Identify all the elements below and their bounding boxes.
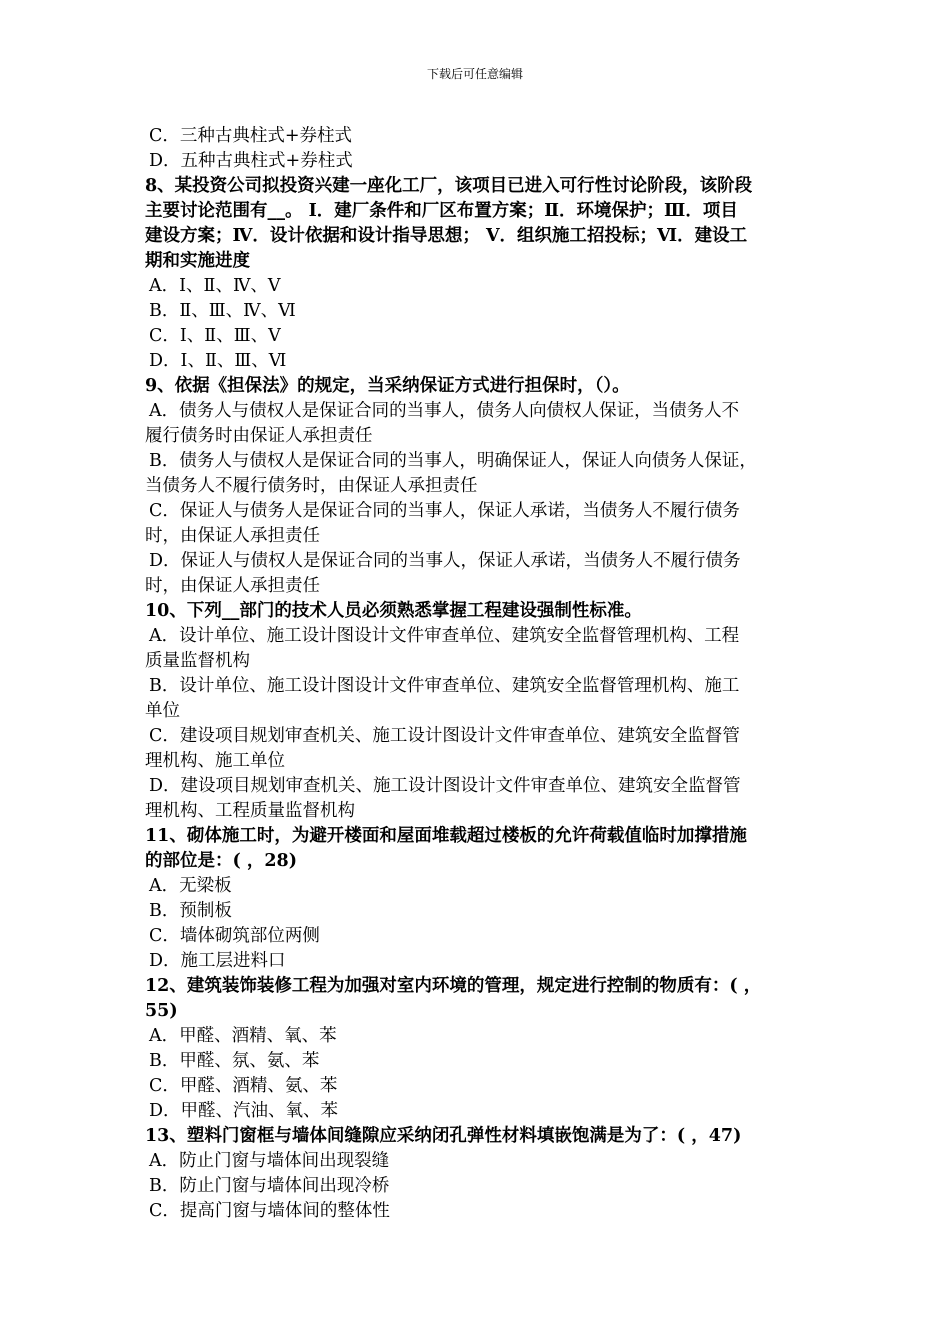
option-line: D．建设项目规划审查机关、施工设计图设计文件审查单位、建筑安全监督管 xyxy=(149,776,741,796)
question-text-line: 主要讨论范围有__。 Ⅰ．建厂条件和厂区布置方案；Ⅱ．环境保护；Ⅲ．项目 xyxy=(145,201,738,221)
option-line: B．甲醛、氛、氨、苯 xyxy=(149,1051,320,1071)
option-continuation-line: 理机构、工程质量监督机构 xyxy=(145,801,355,821)
option-continuation-line: 质量监督机构 xyxy=(145,651,250,671)
question-text-line: 12、建筑装饰装修工程为加强对室内环境的管理，规定进行控制的物质有：( ， xyxy=(145,976,762,996)
option-line: C．提高门窗与墙体间的整体性 xyxy=(149,1201,390,1221)
question-text-line: 建设方案；Ⅳ．设计依据和设计指导思想； Ⅴ．组织施工招投标；Ⅵ．建设工 xyxy=(145,226,748,246)
option-line: C．甲醛、酒精、氨、苯 xyxy=(149,1076,338,1096)
page-header: 下载后可任意编辑 xyxy=(426,67,523,81)
option-line: C．三种古典柱式+券柱式 xyxy=(149,126,353,146)
question-text-line: 8、某投资公司拟投资兴建一座化工厂，该项目已进入可行性讨论阶段，该阶段 xyxy=(145,176,753,196)
option-line: C．保证人与债务人是保证合同的当事人，保证人承诺，当债务人不履行债务 xyxy=(149,501,740,521)
option-line: B．防止门窗与墙体间出现冷桥 xyxy=(149,1176,390,1196)
option-continuation-line: 时，由保证人承担责任 xyxy=(145,576,320,596)
question-text-line: 10、下列__部门的技术人员必须熟悉掌握工程建设强制性标准。 xyxy=(145,601,642,621)
option-line: D．五种古典柱式+券柱式 xyxy=(149,151,353,171)
option-line: C．墙体砌筑部位两侧 xyxy=(149,926,320,946)
option-continuation-line: 时，由保证人承担责任 xyxy=(145,526,320,546)
option-line: B．设计单位、施工设计图设计文件审查单位、建筑安全监督管理机构、施工 xyxy=(149,676,740,696)
option-line: D．保证人与债权人是保证合同的当事人，保证人承诺，当债务人不履行债务 xyxy=(149,551,741,571)
option-line: D．甲醛、汽油、氧、苯 xyxy=(149,1101,339,1121)
option-line: A．甲醛、酒精、氧、苯 xyxy=(149,1026,337,1046)
option-line: B．Ⅱ、Ⅲ、Ⅳ、Ⅵ xyxy=(149,301,296,321)
option-line: B．债务人与债权人是保证合同的当事人，明确保证人，保证人向债务人保证， xyxy=(149,451,757,471)
option-continuation-line: 单位 xyxy=(145,701,180,721)
option-line: C．Ⅰ、Ⅱ、Ⅲ、Ⅴ xyxy=(149,326,281,346)
question-text-line: 期和实施进度 xyxy=(145,251,250,271)
option-continuation-line: 当债务人不履行债务时，由保证人承担责任 xyxy=(145,476,478,496)
option-line: D．Ⅰ、Ⅱ、Ⅲ、Ⅵ xyxy=(149,351,287,371)
question-text-line: 55) xyxy=(145,1001,178,1021)
option-line: A．设计单位、施工设计图设计文件审查单位、建筑安全监督管理机构、工程 xyxy=(149,626,740,646)
option-line: A．债务人与债权人是保证合同的当事人，债务人向债权人保证，当债务人不 xyxy=(149,401,740,421)
option-line: A．防止门窗与墙体间出现裂缝 xyxy=(149,1151,390,1171)
question-text-line: 13、塑料门窗框与墙体间缝隙应采纳闭孔弹性材料填嵌饱满是为了：( ，47) xyxy=(145,1126,742,1146)
option-line: B．预制板 xyxy=(149,901,232,921)
option-line: C．建设项目规划审查机关、施工设计图设计文件审查单位、建筑安全监督管 xyxy=(149,726,740,746)
option-line: A．Ⅰ、Ⅱ、Ⅳ、Ⅴ xyxy=(149,276,281,296)
option-line: D．施工层进料口 xyxy=(149,951,286,971)
question-text-line: 11、砌体施工时，为避开楼面和屋面堆载超过楼板的允许荷载值临时加撑措施 xyxy=(145,826,747,846)
option-continuation-line: 理机构、施工单位 xyxy=(145,751,285,771)
option-continuation-line: 履行债务时由保证人承担责任 xyxy=(145,426,373,446)
question-text-line: 9、依据《担保法》的规定，当采纳保证方式进行担保时，（）。 xyxy=(145,376,630,396)
document-body xyxy=(145,124,821,1224)
question-text-line: 的部位是：( ，28) xyxy=(145,851,298,871)
option-line: A．无梁板 xyxy=(149,876,232,896)
